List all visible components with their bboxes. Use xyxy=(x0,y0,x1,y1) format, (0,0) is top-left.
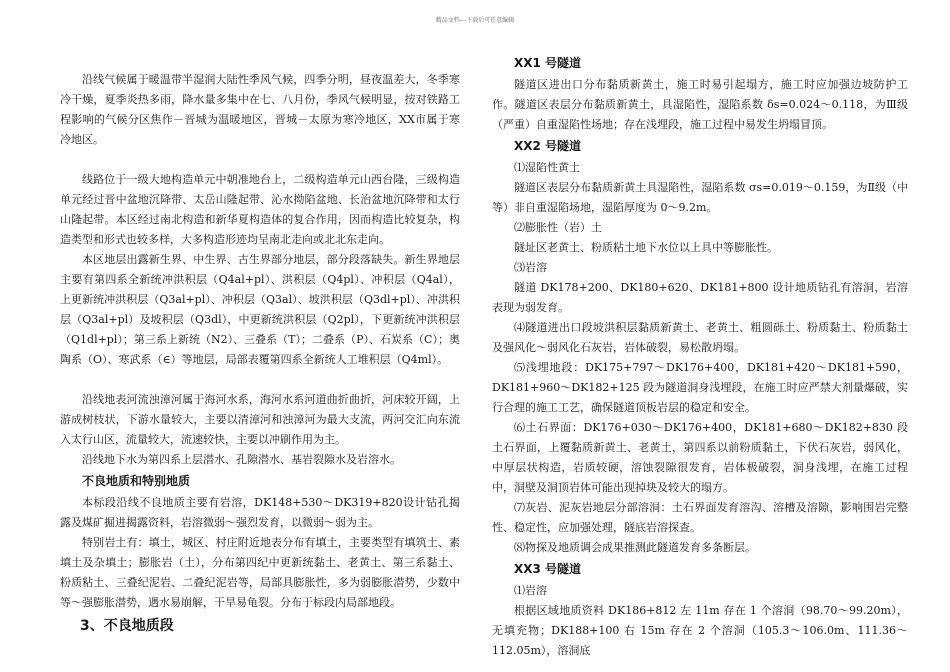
xx3-sub-1: ⑴岩溶 xyxy=(514,584,547,597)
xx2-expansive-soil-paragraph: 隧址区老黄土、粉质粘土地下水位以上具中等膨胀性。 xyxy=(514,241,778,254)
section-heading-adverse-geology: 不良地质和特别地质 xyxy=(82,474,191,488)
xx1-paragraph: 隧道区进出口分布黏质新黄土，施工时易引起塌方，施工时应加强边坡防护工作。隧道区表层分布黏质新黄土，具湿陷性，湿陷系数 δs=0.024～0.118，为Ⅲ级（严重）自重湿陷性场地；存在浅埋段，施工过程中易发生坍塌冒顶。 xyxy=(492,78,908,131)
special-soils-paragraph: 特别岩土有：填土，城区、村庄附近地表分布有填土，主要类型有填筑土、素填土及杂填土；膨胀岩（土），分布第四纪中更新统黏土、老黄土、第三系黏土、粉质粘土、三叠纪泥岩、二叠纪泥岩等，局部具膨胀性，多为弱膨胀潜势，少数中等～强膨胀潜势，遇水易崩解，干旱易龟裂。分布于标段内局部地段。 xyxy=(60,536,460,609)
section-heading-3: 3、不良地质段 xyxy=(80,618,174,634)
xx3-karst-paragraph: 根据区域地质资料 DK186+812 左 11m 存在 1 个溶洞（98.70～99.20m），无填充物；DK188+100 右 15m 存在 2 个溶洞（105.3～106.0m、111.36～112.05m），溶洞底 xyxy=(492,604,908,657)
tunnel-heading-xx2: XX2 号隧道 xyxy=(514,139,582,153)
groundwater-paragraph: 沿线地下水为第四系上层潜水、孔隙潜水、基岩裂隙水及岩溶水。 xyxy=(82,453,401,466)
xx2-portal-paragraph: ⑷隧道进出口段坡洪积层黏质新黄土、老黄土、粗圆砾土、粉质黏土、粉质黏土及强风化～弱风化石灰岩，岩体破裂，易松散坍塌。 xyxy=(492,321,908,354)
xx2-shallow-section-paragraph: ⑸浅埋地段：DK175+797～DK176+400，DK181+420～DK181+590，DK181+960～DK182+125 段为隧道洞身浅埋段，在施工时应严禁大剂量爆破，实行合理的施工工艺，确保隧道顶板岩层的稳定和安全。 xyxy=(492,361,908,414)
climate-paragraph: 沿线气候属于暖温带半湿润大陆性季风气候，四季分明，昼夜温差大，冬季寒冷干燥，夏季炎热多雨，降水量多集中在七、八月份，季风气候明显，按对铁路工程影响的气候分区焦作－晋城为温暖地区，晋城－太原为寒冷地区，XX市属于寒冷地区。 xyxy=(60,73,460,146)
xx2-sub-1: ⑴湿陷性黄土 xyxy=(514,161,580,174)
xx2-collapsible-loess-paragraph: 隧道区表层分布黏质新黄土具湿陷性，湿陷系数 σs=0.019～0.159，为Ⅱ级（中等）非自重湿陷场地，湿陷厚度为 0～9.2m。 xyxy=(492,181,908,214)
tectonics-paragraph: 线路位于一级大地构造单元中朝准地台上，二级构造单元山西台隆，三级构造单元经过晋中盆地沉降带、太岳山隆起带、沁水拗陷盆地、长治盆地沉降带和太行山隆起带。本区经过南北构造和新华夏构造体的复合作用，因而构造比较复杂，构造类型和形式也较多样，大多构造形迹均呈南北走向或北北东走向。 xyxy=(60,173,460,246)
xx2-karst-paragraph: 隧道 DK178+200、DK180+620、DK181+800 设计地质钻孔有溶洞，岩溶表现为弱发育。 xyxy=(492,281,908,314)
tunnel-heading-xx1: XX1 号隧道 xyxy=(514,56,582,70)
page-header: 精品文档---下载后可任意编辑 xyxy=(435,17,515,24)
surface-water-paragraph: 沿线地表河流浊漳河属于海河水系，海河水系河道曲折曲折，河床较开阔，上游成树枝状，下游水量较大，主要以清漳河和浊漳河为最大支流，两河交汇向东流入太行山区，流量较大，流速较快，主要以冲刷作用为主。 xyxy=(60,393,460,446)
adverse-geology-paragraph: 本标段沿线不良地质主要有岩溶，DK148+530～DK319+820设计钻孔揭露及煤矿掘进揭露资料，岩溶微弱～强烈发育，以微弱～弱为主。 xyxy=(60,496,460,529)
xx2-sub-2: ⑵膨胀性（岩）土 xyxy=(514,221,602,234)
xx2-sub-3: ⑶岩溶 xyxy=(514,261,547,274)
tunnel-heading-xx3: XX3 号隧道 xyxy=(514,562,582,576)
xx2-limestone-paragraph: ⑺灰岩、泥灰岩地层分部溶洞：土石界面发育溶沟、溶槽及溶隙，影响围岩完整性、稳定性，应加强处理，隧底岩溶探查。 xyxy=(492,501,908,534)
xx2-soil-rock-interface-paragraph: ⑹土石界面：DK176+030～DK176+400，DK181+680～DK182+830 段土石界面，上覆黏质新黄土、老黄土，第四系以前粉质黏土，下伏石灰岩，弱风化，中厚层状构造，岩质较硬，溶蚀裂隙很发育，岩体极破裂，洞身浅埋，在施工过程中，洞壁及洞顶岩体可能出现掉块及较大的塌方。 xyxy=(492,421,908,494)
right-column xyxy=(492,52,908,661)
left-column xyxy=(60,70,460,639)
xx2-geophysics-paragraph: ⑻物探及地质调会成果推测此隧道发育多条断层。 xyxy=(514,541,756,554)
strata-paragraph: 本区地层出露新生界、中生界、古生界部分地层，部分段落缺失。新生界地层主要有第四系全新统冲洪积层（Q4al+pl）、洪积层（Q4pl）、冲积层（Q4al），上更新统冲洪积层（Q3al+pl）、冲积层（Q3al）、坡洪积层（Q3dl+pl）、冲洪积层（Q3al+pl）及坡积层（Q3dl），中更新统洪积层（Q2pl），下更新统冲洪积层（Q1dl+pl）；第三系上新统（N2）、三叠系（T）；二叠系（P）、石炭系（C）；奥陶系（O）、寒武系（∈）等地层，局部表覆第四系全新统人工堆积层（Q4ml）。 xyxy=(60,253,460,366)
